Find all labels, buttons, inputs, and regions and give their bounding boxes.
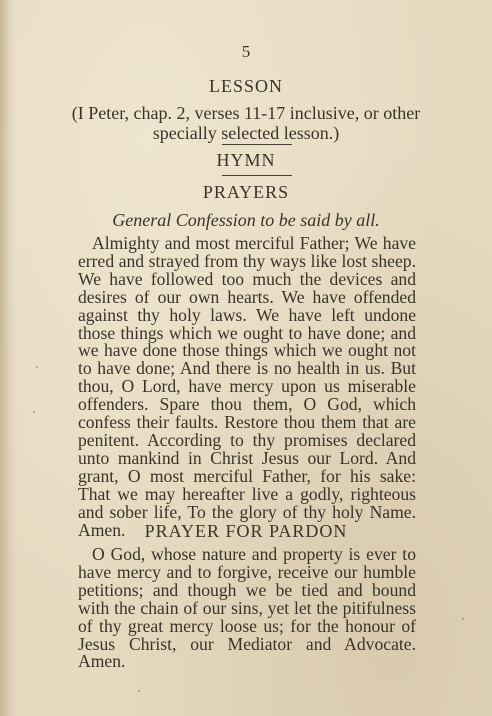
general-confession-body: Almighty and most merciful Father; We have erred and strayed from thy ways like lost sheep. We have followed too much the devices and desires of our own hearts. We have offended against thy holy laws. We have left undone those things which we ought to have done; and we have done those things which we ought not to have done; And there is no health in us. But thou, O Lord, have mercy upon us miserable offenders. Spare thou them, O God, which confess their faults. Restore thou them that are penitent. According to thy promises declared unto mankind in Christ Jesus our Lord. And grant, O most merciful Father, for his sake: That we may hereafter live a godly, righteous and sober life, To the glory of thy holy Name. Amen. [78, 233, 416, 540]
paper-speck [462, 618, 464, 620]
page-number: 5 [241, 42, 251, 61]
paper-speck [36, 366, 38, 368]
paper-speck [138, 690, 140, 692]
lesson-heading: LESSON [208, 76, 283, 96]
pardon-heading: PRAYER FOR PARDON [144, 521, 348, 541]
paper-speck [33, 411, 35, 413]
page-spine-shadow [0, 0, 10, 716]
divider-rule [222, 175, 292, 176]
divider-rule [222, 144, 292, 145]
prayer-for-pardon-text [78, 546, 416, 671]
confession-instruction: General Confession to be said by all. [112, 210, 380, 230]
lesson-reference: (I Peter, chap. 2, verses 11-17 inclusive, or other specially selected lesson.) [71, 103, 421, 143]
prayer-for-pardon-body: O God, whose nature and property is ever to have mercy and to forgive, receive our humble petitions; and though we be tied and bound with the chain of our sins, yet let the pitifulness of thy great mercy loose us; for the honour of Jesus Christ, our Mediator and Advocate. Amen. [78, 544, 416, 672]
hymn-heading: HYMN [216, 150, 276, 170]
general-confession-text [78, 235, 416, 539]
prayers-heading: PRAYERS [202, 182, 290, 202]
